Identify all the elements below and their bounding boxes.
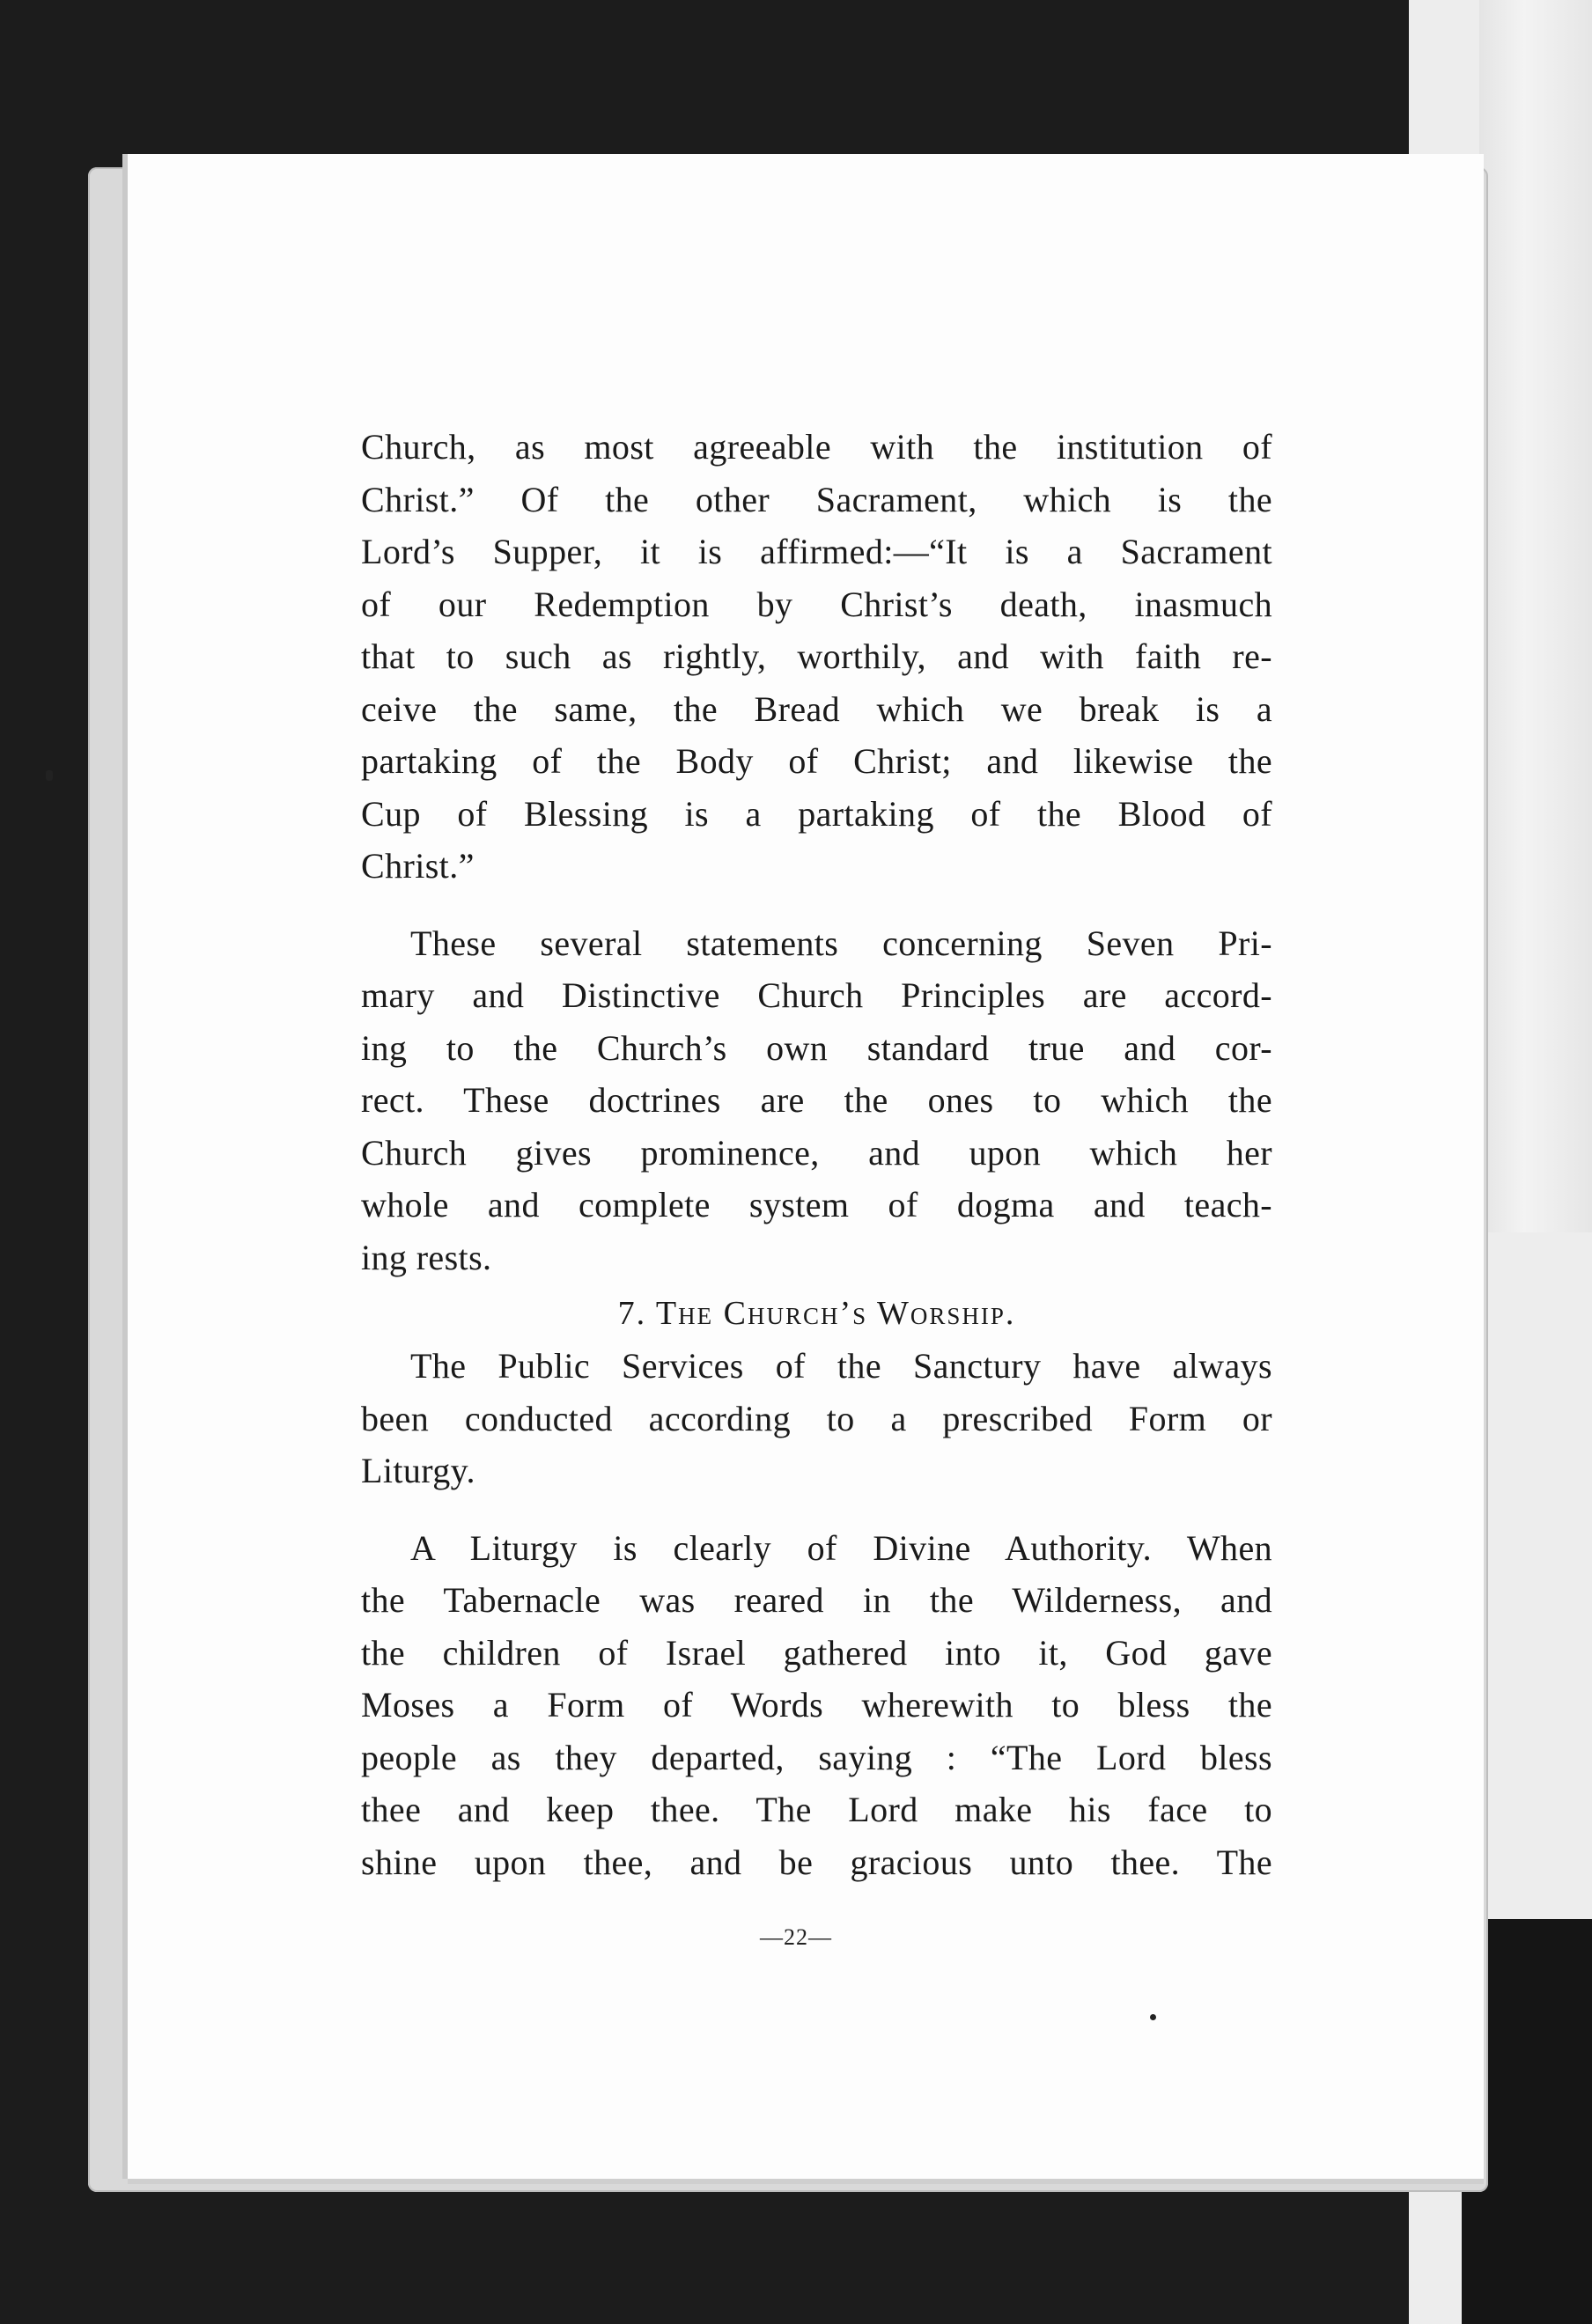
text-line: Cup of Blessing is a partaking of the Blood of <box>361 793 1272 834</box>
text-line: mary and Distinctive Church Principles are accord- <box>361 975 1272 1015</box>
text-line: the children of Israel gathered into it, God gave <box>361 1632 1272 1673</box>
page-number: —22— <box>760 1924 832 1950</box>
text-line: A Liturgy is clearly of Divine Authority. When <box>410 1527 1272 1568</box>
text-line: ceive the same, the Bread which we break is a <box>361 688 1272 729</box>
section-heading: 7. The Church’s Worship. <box>617 1295 1016 1332</box>
text-line: Moses a Form of Words wherewith to bless the <box>361 1685 1272 1725</box>
text-line: Christ.” Of the other Sacrament, which is the <box>361 479 1272 519</box>
text-line: that to such as rightly, worthily, and with faith re- <box>361 636 1272 676</box>
ink-speck <box>46 770 53 781</box>
paragraph-4 <box>361 1522 1272 1889</box>
text-line: whole and complete system of dogma and teach- <box>361 1185 1272 1225</box>
text-line: thee and keep thee. The Lord make his face to <box>361 1790 1272 1829</box>
text-line: people as they departed, saying : “The Lord bless <box>361 1737 1272 1777</box>
text-line: Church, as most agreeable with the institution of <box>361 427 1272 467</box>
text-line: rect. These doctrines are the ones to which the <box>361 1080 1272 1120</box>
text-line: The Public Services of the Sanctury have always <box>410 1346 1272 1386</box>
text-line: Lord’s Supper, it is affirmed:—“It is a Sacrament <box>361 532 1272 571</box>
text-line: ing rests. <box>361 1237 492 1277</box>
text-line: Church gives prominence, and upon which her <box>361 1132 1272 1173</box>
text-line: been conducted according to a prescribed Form or <box>361 1398 1272 1438</box>
text-line: shine upon thee, and be gracious unto thee. The <box>361 1842 1272 1882</box>
scan-background-strip <box>1479 0 1592 1232</box>
paragraph-3 <box>361 1340 1272 1497</box>
text-line: Christ.” <box>361 846 475 886</box>
text-line: of our Redemption by Christ’s death, inasmuch <box>361 584 1272 624</box>
page-text <box>361 421 1272 1888</box>
text-line: the Tabernacle was reared in the Wilderness, and <box>361 1580 1272 1620</box>
ink-speck <box>1150 2014 1156 2020</box>
text-line: Liturgy. <box>361 1451 475 1490</box>
paragraph-2 <box>361 917 1272 1284</box>
text-line: partaking of the Body of Christ; and likewise the <box>361 741 1272 781</box>
text-line: These several statements concerning Seven Pri- <box>410 923 1272 963</box>
paragraph-1 <box>361 421 1272 893</box>
text-line: ing to the Church’s own standard true and cor- <box>361 1027 1272 1068</box>
